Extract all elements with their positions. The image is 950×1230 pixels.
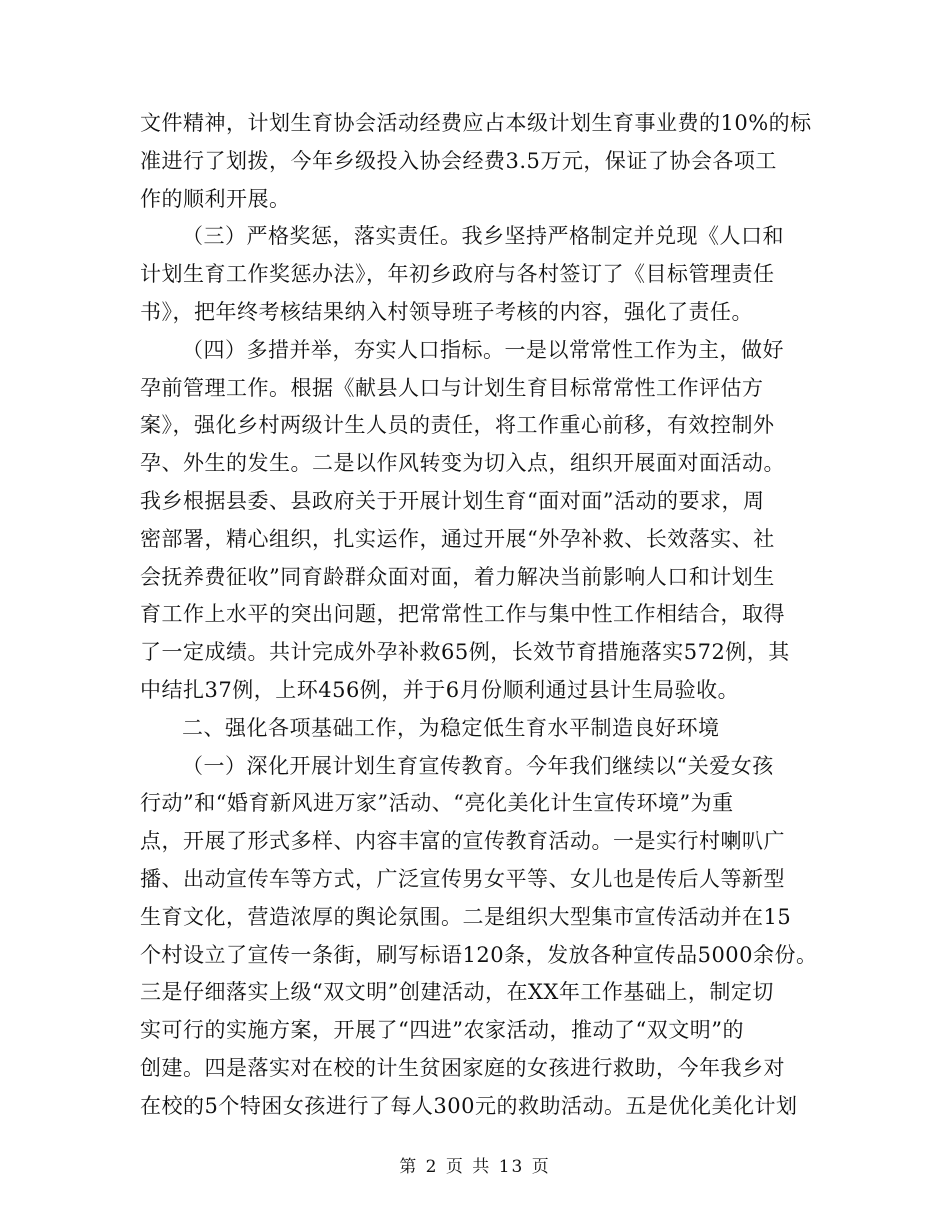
text-line: 育工作上水平的突出问题，把常常性工作与集中性工作相结合，取得 [140,602,785,627]
text-line: 在校的5个特困女孩进行了每人300元的救助活动。五是优化美化计划 [140,1093,798,1118]
text-line: 点，开展了形式多样、内容丰富的宣传教育活动。一是实行村喇叭广 [140,829,785,854]
text-line: 我乡根据县委、县政府关于开展计划生育“面对面”活动的要求，周 [140,488,765,513]
text-line: 行动”和“婚育新风进万家”活动、“亮化美化计生宣传环境”为重 [140,791,734,816]
text-line: 中结扎37例，上环456例，并于6月份顺利通过县计生局验收。 [140,677,740,702]
text-line: 计划生育工作奖惩办法》，年初乡政府与各村签订了《目标管理责任 [140,262,775,287]
text-line: 了一定成绩。共计完成外孕补救65例，长效节育措施落实572例，其 [140,640,790,665]
text-line: 作的顺利开展。 [140,186,291,211]
page-footer: 第 2 页 共 13 页 [399,1157,551,1177]
text-line: 文件精神，计划生育协会活动经费应占本级计划生育事业费的10%的标 [140,111,812,135]
text-line: 孕、外生的发生。二是以作风转变为切入点，组织开展面对面活动。 [140,451,785,476]
paragraph-start-line: （四）多措并举，夯实人口指标。一是以常常性工作为主，做好 [182,337,784,362]
text-line: 准进行了划拨，今年乡级投入协会经费3.5万元，保证了协会各项工 [140,148,777,173]
paragraph-start-line: （一）深化开展计划生育宣传教育。今年我们继续以“关爱女孩 [182,753,774,778]
text-line: 个村设立了宣传一条街，刷写标语120条，发放各种宣传品5000余份。 [140,942,818,967]
text-line: 三是仔细落实上级“双文明”创建活动，在XX年工作基础上，制定切 [140,980,774,1005]
text-line: 创建。四是落实对在校的计生贫困家庭的女孩进行救助，今年我乡对 [140,1055,785,1080]
text-line: 案》，强化乡村两级计生人员的责任，将工作重心前移，有效控制外 [140,413,775,438]
paragraph-start-line: （三）严格奖惩，落实责任。我乡坚持严格制定并兑现《人口和 [182,224,784,249]
body-text [140,105,818,1126]
text-line: 书》，把年终考核结果纳入村领导班子考核的内容，强化了责任。 [140,299,753,324]
text-line: 生育文化，营造浓厚的舆论氛围。二是组织大型集市宣传活动并在15 [140,904,792,929]
text-line: 密部署，精心组织，扎实运作，通过开展“外孕补救、长效落实、社 [140,526,775,551]
section-heading: 二、强化各项基础工作，为稳定低生育水平制造良好环境 [182,715,720,740]
text-line: 会抚养费征收”同育龄群众面对面，着力解决当前影响人口和计划生 [140,564,775,589]
text-line: 实可行的实施方案，开展了“四进”农家活动，推动了“双文明”的 [140,1018,744,1043]
text-line: 播、出动宣传车等方式，广泛宣传男女平等、女儿也是传后人等新型 [140,866,785,891]
text-line: 孕前管理工作。根据《献县人口与计划生育目标常常性工作评估方 [140,375,764,400]
